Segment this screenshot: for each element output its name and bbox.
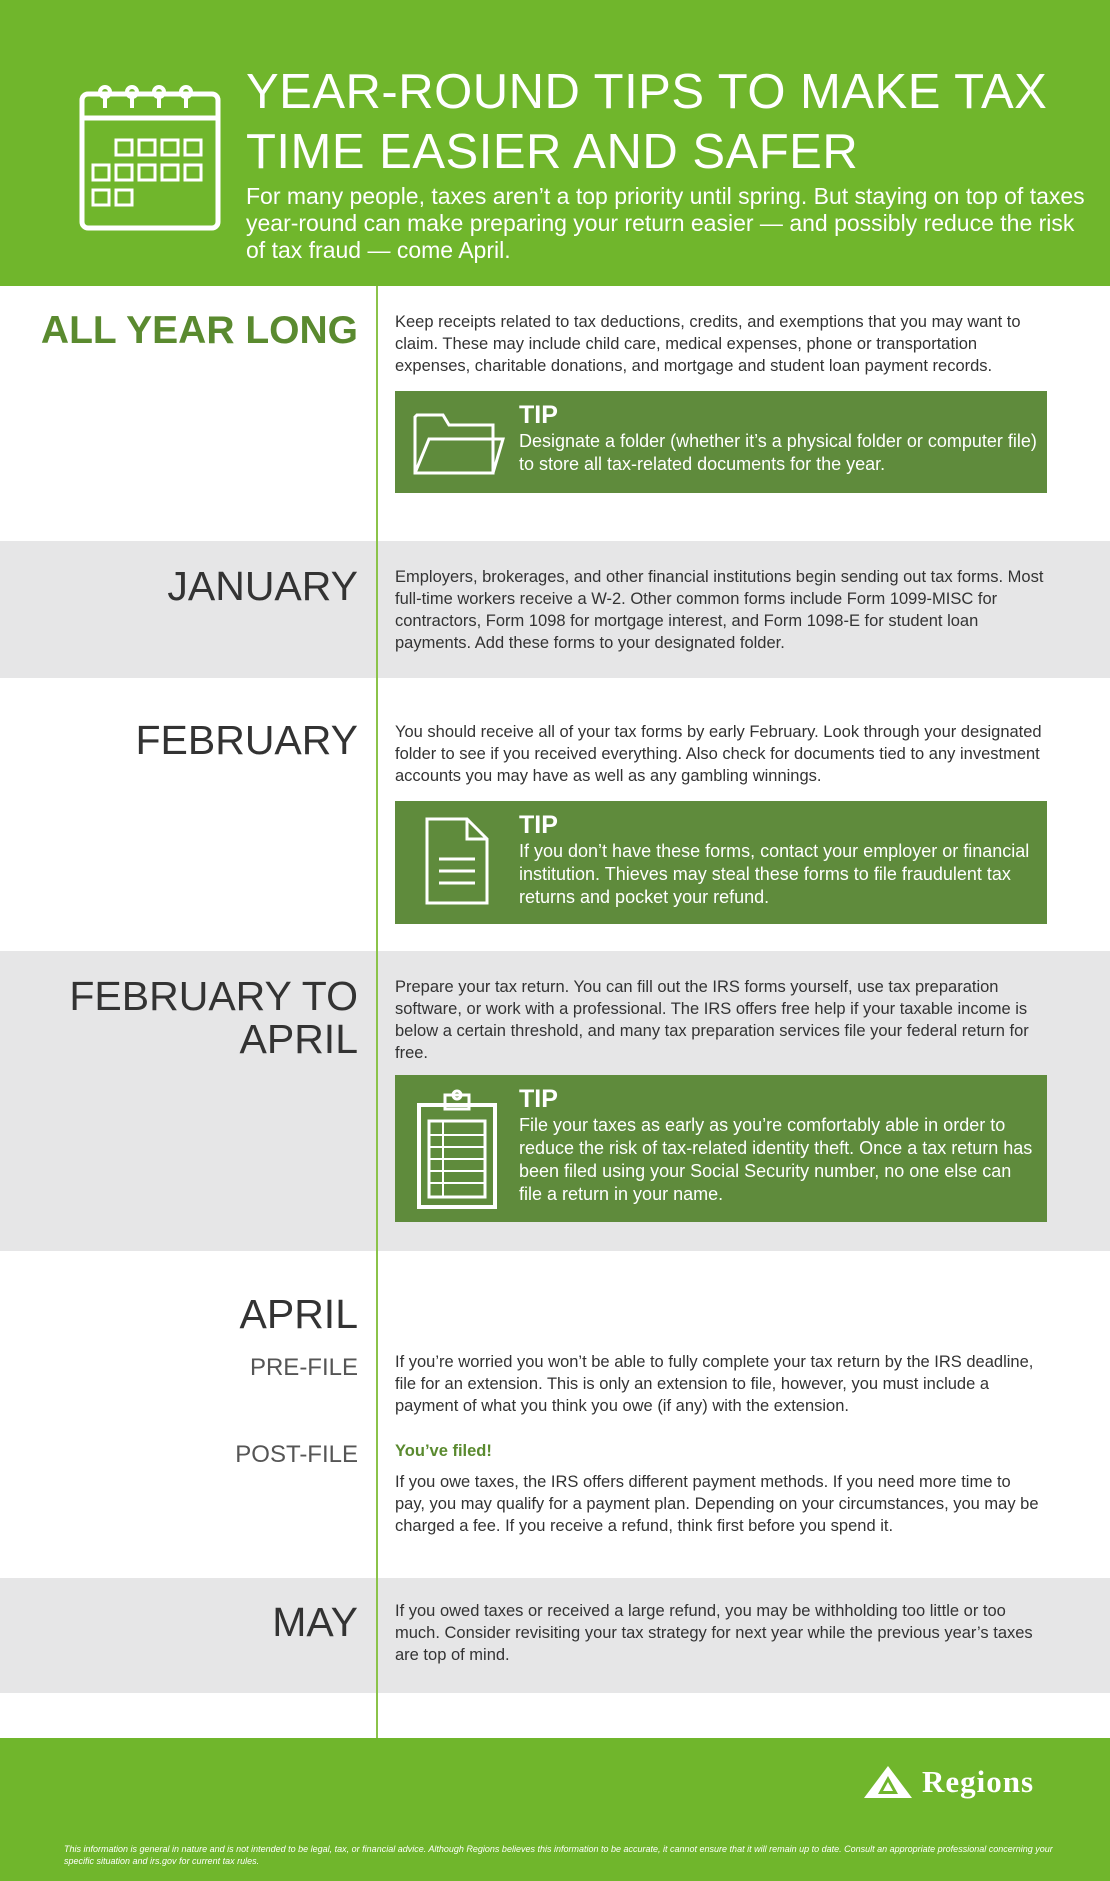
regions-logo[interactable]: [862, 1764, 1034, 1800]
prefile-body: If you’re worried you won’t be able to fully complete your tax return by the IRS deadline, file for an extension. This is only an extension to file, however, you must include a payment of what you think you owe (if any) with the extension.: [395, 1353, 1034, 1415]
tip-text: File your taxes as early as you’re comfortably able in order to reduce the risk of tax-related identity theft. Once a tax return has been filed using your Social Security number, no one else can file a return in your name.: [519, 1115, 1033, 1204]
disclaimer-text: This information is general in nature and is not intended to be legal, tax, or financial advice. Although Regions believes this information to be accurate, it cannot ensure that it will remain up to date. Consult an appropriate professional concerning your specific situation and irs.gov for current tax rules.: [64, 1844, 1053, 1866]
all-year-body: Keep receipts related to tax deductions, credits, and exemptions that you may want to claim. These may include child care, medical expenses, phone or transportation expenses, charitable donations, and mortgage and student loan payment records.: [395, 313, 1021, 375]
folder-icon: [409, 403, 505, 481]
page-title: YEAR-ROUND TIPS TO MAKE TAX TIME EASIER AND SAFER: [246, 65, 1048, 179]
january-label: JANUARY: [167, 563, 358, 609]
february-tip: [395, 801, 1047, 924]
tip-text: If you don’t have these forms, contact your employer or financial institution. Thieves may steal these forms to file fraudulent tax returns and pocket your refund.: [519, 841, 1030, 907]
tip-label: TIP: [519, 811, 558, 839]
may-body: If you owed taxes or received a large refund, you may be withholding too little or too much. Consider revisiting your tax strategy for next year while the previous year’s taxes are top of mind.: [395, 1602, 1033, 1664]
regions-triangle-icon: [862, 1764, 914, 1800]
tip-label: TIP: [519, 401, 558, 429]
calendar-icon: [78, 84, 222, 234]
feb-april-label-line2: APRIL: [239, 1016, 358, 1062]
postfile-heading: You’ve filed!: [395, 1442, 492, 1460]
prefile-label: PRE-FILE: [249, 1354, 358, 1381]
timeline-divider: [376, 286, 378, 1738]
postfile-body: If you owe taxes, the IRS offers different payment methods. If you need more time to pay, you may qualify for a payment plan. Depending on your circumstances, you may be charged a fee. If you receive a refund, think first before you spend it.: [395, 1473, 1039, 1535]
document-icon: [409, 813, 505, 909]
january-body: Employers, brokerages, and other financial institutions begin sending out tax forms. Most full-time workers receive a W-2. Other common forms include Form 1099-MISC for contractors, Form 1098 for mortgage interest, and Form 1098-E for student loan payments. Add these forms to your designated folder.: [395, 568, 1044, 652]
tip-label: TIP: [519, 1085, 558, 1113]
february-label: FEBRUARY: [135, 717, 358, 763]
postfile-label: POST-FILE: [235, 1441, 358, 1468]
april-label: APRIL: [239, 1291, 358, 1337]
february-body: You should receive all of your tax forms by early February. Look through your designated folder to see if you received everything. Also check for documents tied to any investment accounts you may have as well as any gambling winnings.: [395, 723, 1042, 785]
feb-april-label-line1: FEBRUARY TO: [69, 973, 358, 1019]
feb-april-tip: [395, 1075, 1047, 1222]
clipboard-icon: [409, 1087, 505, 1213]
page-subtitle: For many people, taxes aren’t a top priority until spring. But staying on top of taxes year-round can make preparing your return easier — and possibly reduce the risk of tax fraud — come April.: [246, 183, 1085, 263]
all-year-label: ALL YEAR LONG: [40, 309, 358, 352]
tip-text: Designate a folder (whether it’s a physical folder or computer file) to store all tax-related documents for the year.: [519, 431, 1037, 474]
regions-logo-text: Regions: [922, 1764, 1035, 1799]
may-label: MAY: [272, 1599, 358, 1645]
feb-april-body: Prepare your tax return. You can fill out the IRS forms yourself, use tax preparation software, or work with a professional. The IRS offers free help if your taxable income is below a certain threshold, and many tax preparation services file your federal return for free.: [395, 978, 1029, 1062]
all-year-tip: [395, 391, 1047, 493]
